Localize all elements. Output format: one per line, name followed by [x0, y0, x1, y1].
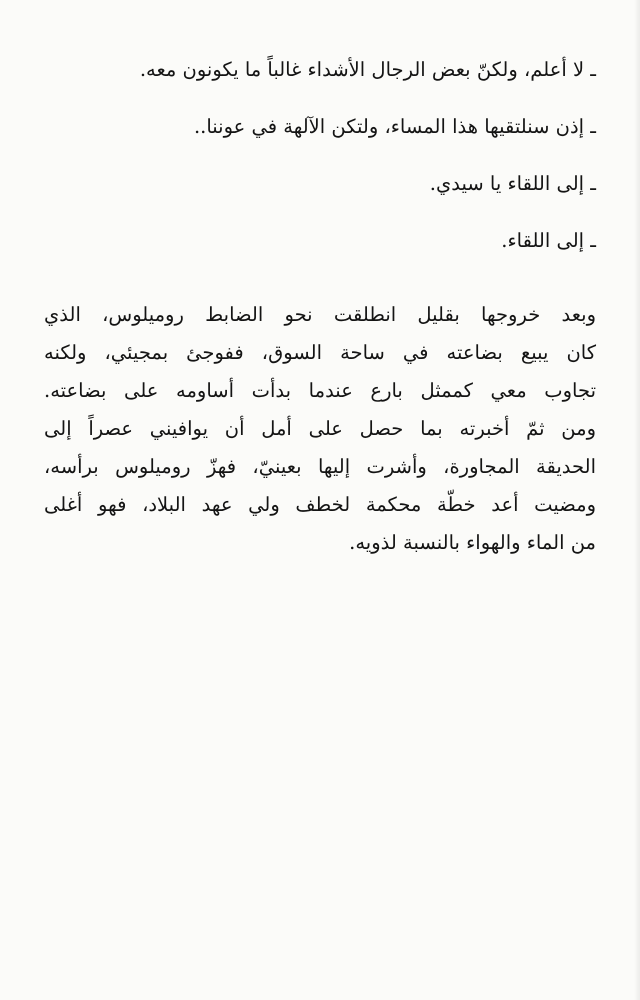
paragraph-line: ومن ثمّ أخبرته بما حصل على أمل أن يوافيني عصراً إلى [44, 417, 596, 440]
dialogue-section [44, 52, 596, 280]
paragraph-line: كان يبيع بضاعته في ساحة السوق، ففوجئ بمجيئي، ولكنه [44, 341, 596, 364]
paragraph-line: الحديقة المجاورة، وأشرت إليها بعينيّ، فهزّ روميلوس برأسه، [44, 455, 596, 478]
dialogue-line: ـ إذن سنلتقيها هذا المساء، ولتكن الآلهة في عوننا.. [193, 115, 596, 138]
paragraph-line: تجاوب معي كممثل بارع عندما بدأت أساومه على بضاعته. [44, 379, 596, 402]
paragraph-line: من الماء والهواء بالنسبة لذويه. [349, 531, 596, 554]
dialogue-line: ـ إلى اللقاء يا سيدي. [429, 172, 596, 195]
paragraph-line: ومضيت أعد خطّة محكمة لخطف ولي عهد البلاد، فهو أغلى [44, 493, 596, 516]
paragraph-line: وبعد خروجها بقليل انطلقت نحو الضابط روميلوس، الذي [44, 303, 596, 326]
page-edge-shadow [634, 0, 640, 1000]
dialogue-line: ـ إلى اللقاء. [501, 229, 596, 252]
dialogue-line: ـ لا أعلم، ولكنّ بعض الرجال الأشداء غالباً ما يكونون معه. [139, 58, 596, 81]
narrative-paragraph [44, 296, 596, 562]
